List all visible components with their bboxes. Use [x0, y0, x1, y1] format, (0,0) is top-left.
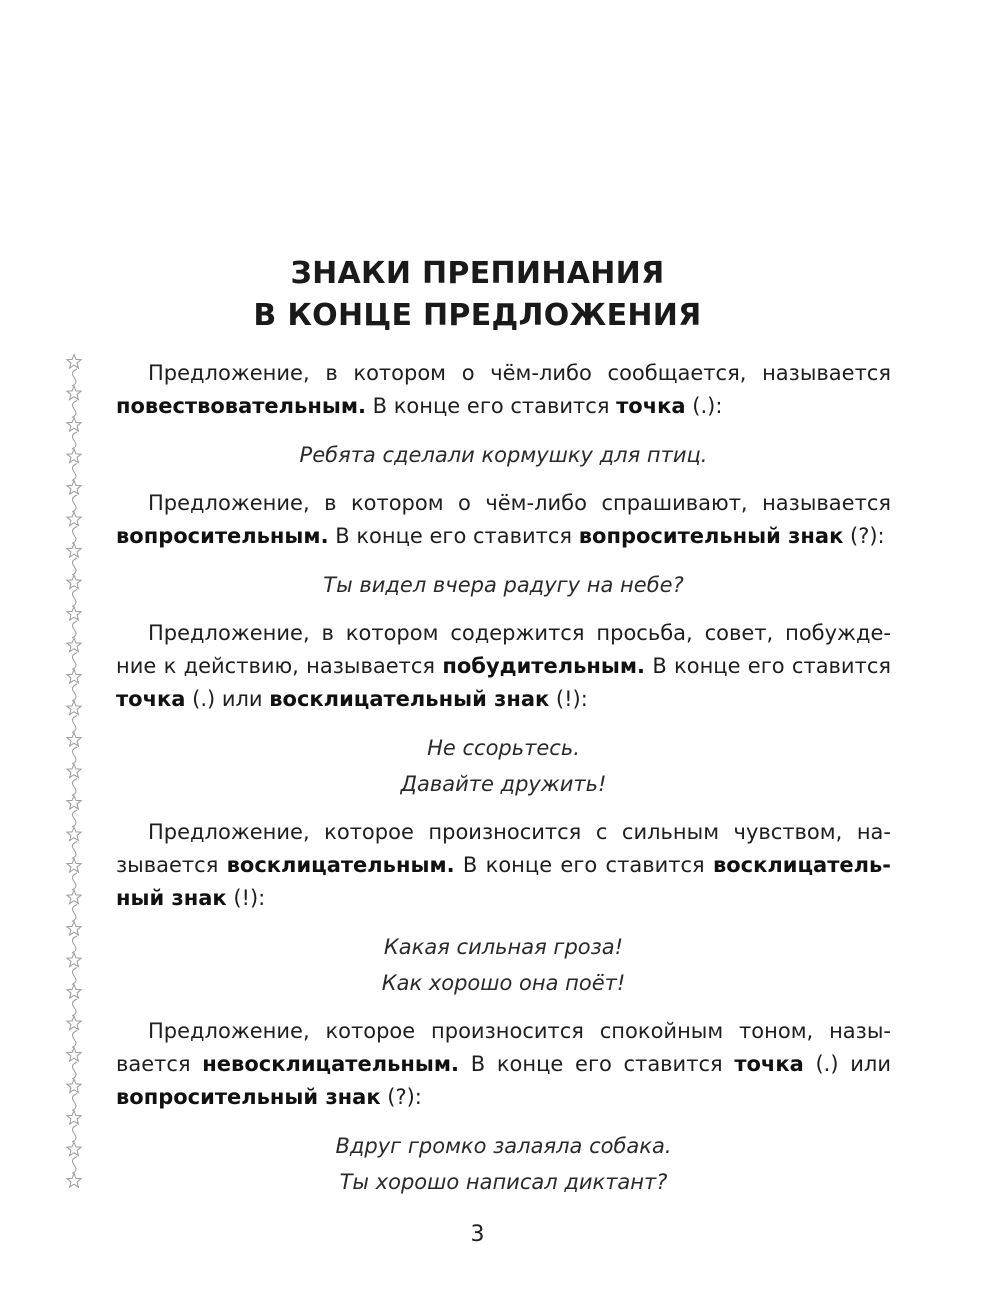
star-icon — [67, 733, 81, 747]
term-bold: повествовательным. — [116, 394, 366, 418]
star-icon — [67, 1079, 81, 1093]
star-icon — [67, 449, 81, 463]
swirl-line — [72, 905, 77, 922]
swirl-line — [72, 621, 77, 638]
page-title — [0, 253, 955, 337]
swirl-line — [72, 558, 77, 575]
example-sentence: Вдруг громко залаяла собака. — [335, 1134, 672, 1158]
star-icon — [67, 890, 81, 904]
star-icon — [67, 1111, 81, 1125]
text-span: Предложение, в котором о чём-либо сообщается, называется — [148, 361, 891, 385]
swirl-line — [72, 968, 77, 985]
term-bold: восклицательным. — [226, 853, 455, 877]
swirl-line — [72, 873, 77, 890]
title-line-2: В КОНЦЕ ПРЕДЛОЖЕНИЯ — [253, 298, 702, 333]
text-span: (.): — [685, 394, 723, 418]
term-bold: невосклицательным. — [202, 1052, 460, 1076]
rule-paragraph — [116, 357, 891, 423]
star-icon — [67, 1016, 81, 1030]
text-span: Предложение, в котором о чём-либо спрашивают, называется — [148, 491, 891, 515]
page-number: 3 — [470, 1222, 485, 1247]
rule-paragraph — [116, 617, 891, 716]
star-icon — [67, 355, 81, 369]
star-icon — [67, 670, 81, 684]
star-icon — [67, 544, 81, 558]
text-span: (?): — [843, 524, 885, 548]
star-icon — [67, 1174, 81, 1188]
term-bold: точка — [116, 687, 186, 711]
swirl-line — [72, 842, 77, 859]
swirl-line — [72, 1094, 77, 1111]
example-sentence: Не ссорьтесь. — [427, 736, 580, 760]
rule-paragraph — [116, 487, 891, 553]
swirl-line — [72, 779, 77, 796]
star-icon — [67, 638, 81, 652]
rule-paragraph — [116, 816, 891, 915]
example-sentence: Как хорошо она поёт! — [381, 971, 626, 995]
swirl-line — [72, 1157, 77, 1174]
star-icon — [67, 607, 81, 621]
swirl-line — [72, 1031, 77, 1048]
text-span: Предложение, в котором содержится просьба, совет, побуждение к действию, называется — [116, 621, 891, 678]
example-sentence: Давайте дружить! — [400, 772, 607, 796]
text-span: В конце его ставится — [459, 1052, 735, 1076]
example-block — [116, 929, 891, 1001]
swirl-line — [72, 1062, 77, 1079]
term-bold: вопросительный знак — [578, 524, 844, 548]
text-span: В конце его ставится — [328, 524, 579, 548]
star-icon — [67, 1048, 81, 1062]
term-bold: точка — [616, 394, 686, 418]
text-span: (.) или — [803, 1052, 891, 1076]
star-icon — [67, 701, 81, 715]
star-icon — [67, 764, 81, 778]
swirl-line — [72, 810, 77, 827]
star-icon — [67, 418, 81, 432]
example-sentence: Ребята сделали кормушку для птиц. — [299, 443, 708, 467]
swirl-line — [72, 464, 77, 481]
swirl-line — [72, 590, 77, 607]
text-span: В конце его ставится — [454, 853, 713, 877]
swirl-line — [72, 1125, 77, 1142]
star-icon — [67, 575, 81, 589]
example-block — [116, 567, 891, 603]
star-icon — [67, 1142, 81, 1156]
title-line-1: ЗНАКИ ПРЕПИНАНИЯ — [290, 256, 665, 291]
text-span: (!): — [226, 886, 266, 910]
star-icon — [67, 796, 81, 810]
star-icon — [67, 953, 81, 967]
term-bold: вопросительный знак — [116, 1085, 381, 1109]
star-icon — [67, 922, 81, 936]
text-span: Предложение, которое произносится с сильным чувством, называется — [116, 820, 891, 877]
example-sentence: Ты видел вчера радугу на небе? — [323, 573, 684, 597]
example-block — [116, 437, 891, 473]
term-bold: точка — [734, 1052, 804, 1076]
star-icon — [67, 859, 81, 873]
text-span: (.) или — [185, 687, 270, 711]
star-icon — [67, 386, 81, 400]
swirl-line — [72, 401, 77, 418]
star-icon — [67, 512, 81, 526]
text-span: Предложение, которое произносится спокойным тоном, называется — [116, 1019, 891, 1076]
swirl-line — [72, 653, 77, 670]
term-bold: вопросительным. — [116, 524, 329, 548]
example-block — [116, 1128, 891, 1200]
term-bold: восклицательный знак — [269, 687, 550, 711]
rule-paragraph — [116, 1015, 891, 1114]
text-span: В конце его ставится — [645, 654, 891, 678]
star-border-decoration — [60, 352, 90, 1212]
text-span: (!): — [549, 687, 588, 711]
swirl-line — [72, 684, 77, 701]
text-span: В конце его ставится — [365, 394, 617, 418]
swirl-line — [72, 369, 77, 386]
term-bold: восклицательный знак — [116, 853, 891, 910]
swirl-line — [72, 747, 77, 764]
example-sentence: Ты хорошо написал диктант? — [339, 1170, 668, 1194]
example-block — [116, 730, 891, 802]
swirl-line — [72, 936, 77, 953]
example-sentence: Какая сильная гроза! — [383, 935, 624, 959]
star-icon — [67, 481, 81, 495]
swirl-line — [72, 432, 77, 449]
star-icon — [67, 827, 81, 841]
swirl-line — [72, 495, 77, 512]
term-bold: побудительным. — [442, 654, 646, 678]
rules-content — [116, 357, 891, 1214]
swirl-line — [72, 716, 77, 733]
swirl-line — [72, 527, 77, 544]
swirl-line — [72, 999, 77, 1016]
star-icon — [67, 985, 81, 999]
text-span: (?): — [380, 1085, 422, 1109]
